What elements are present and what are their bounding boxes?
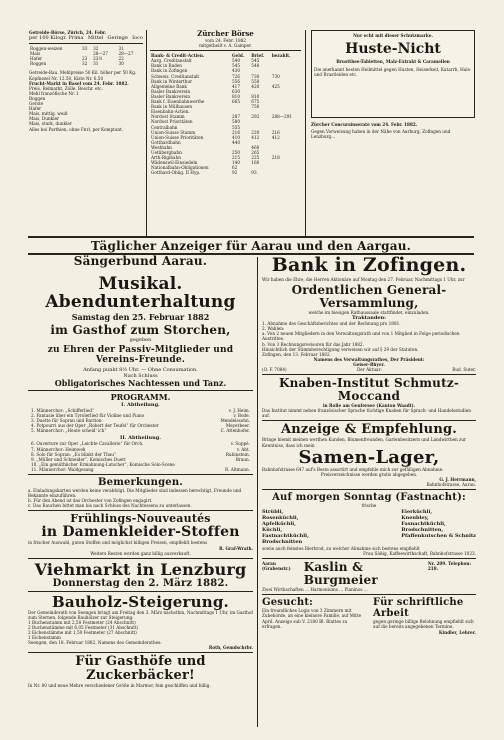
- notice-text: Bringe hiemit meinen werthen Kunden, Blumenfreunden, Gartenbesitzern und Landwirthen zur Kenntniss, dass ich mein: [262, 437, 467, 448]
- writing-text: gegen geringe billige Belohnung empfiehlt sich auf die bereits angegebenen Termine.: [373, 619, 474, 630]
- exchange-source: mitgetheilt v. A. Gamper.: [199, 43, 252, 49]
- cell: 32: [81, 61, 88, 67]
- school-subtitle: in Rolle am Genfersee (Kanton Waadt).: [322, 403, 416, 409]
- cell: Centralbahn: [151, 124, 178, 130]
- seed-text: Bahnhofstrasse 647 auf's Beste assortirt und empfehle mich zur gefälligen Abnahme.: [262, 466, 444, 472]
- cell: 250: [231, 149, 240, 155]
- program-text: 9. „Müller und Schneider“, Komisches Duett: [31, 456, 126, 462]
- list-item: 1 Buchenstamm mit 2,50 Festmeter (24 Abschnitt): [28, 619, 136, 625]
- sunday-item: Pfaffenkutschen & Schnitz: [401, 533, 476, 540]
- separator: [28, 474, 253, 475]
- separator: [262, 420, 476, 421]
- bauholz-list: [28, 620, 253, 640]
- cell: 287: [231, 114, 240, 120]
- search-text: Ein freundliches Logis von 3 Zimmern mit Zubehörde, an eine kleinere Familie, auf Mitte April. Anzeige sub V. 2180 Bl. Blattes zu erfragen.: [262, 608, 362, 629]
- agenda-title: Traktanden:: [351, 315, 387, 322]
- program-composer: v. Bode.: [233, 413, 250, 419]
- bank-signature-role: Namens des Verwaltungsrathes, Der Präsident:: [313, 356, 425, 362]
- note: Mehl franzöfische Nr. 1: [29, 90, 79, 96]
- cell: 420: [251, 83, 260, 89]
- school-title: Knaben-Institut Schmutz-Moccand: [278, 376, 460, 404]
- cell: 93: [251, 170, 257, 176]
- bank-signature-date: Zofingen, den 13. Februar 1882.: [262, 351, 331, 357]
- bank-signature-name: Geiser-Rhyer.: [353, 361, 385, 367]
- cell: 545: [231, 63, 240, 69]
- header-cell: per 100 Kilogr. Prima: [29, 35, 84, 42]
- header-cell: Geringe: [107, 35, 128, 42]
- bauholz-end: Seengen, den 18. Februar 1882. Namens des Gemeinderathes:: [28, 640, 162, 646]
- cell: 30: [118, 61, 124, 67]
- program-composer: Mendelssohn.: [220, 418, 250, 424]
- note: Kopfnezel Nr. 12.50, Kiste Nr. 6.50: [29, 75, 104, 81]
- ad-brand: Huste-Nicht: [345, 41, 441, 58]
- notice-heading: Zürcher Concursinserate vom 24. Febr. 1882.: [311, 122, 418, 127]
- separator: [262, 374, 476, 375]
- ad-subheading: Brustthee-Tabletten, Malz-Extrakt & Caramellen: [336, 59, 450, 65]
- cell: 556: [231, 78, 240, 84]
- program-composer: v. Abt.: [236, 446, 250, 452]
- sunday-item: Brodschnitten,: [401, 527, 444, 534]
- cell: 730: [251, 73, 260, 79]
- cell: 22: [118, 56, 124, 62]
- daily-banner: Täglicher Anzeiger für Aarau und den Aargau.: [90, 239, 412, 253]
- cell: 665: [231, 99, 240, 105]
- sunday-item: Kneubley,: [401, 515, 429, 522]
- program-title: PROGRAMM.: [110, 392, 171, 402]
- cell: 412: [271, 134, 280, 140]
- agenda-item: 1. Abnahme des Geschäftsberichtes und der Rechnung pro 1881.: [262, 321, 401, 327]
- cell: Bank in Winterthur: [151, 78, 193, 84]
- table-row: [150, 170, 301, 175]
- event-title: Musikal. Abendunterhaltung: [45, 274, 236, 312]
- cell: Uetlibergbahn: [151, 149, 182, 155]
- separator: [29, 43, 143, 44]
- note: Alles bei Parthien, ohne Fnrl, per Komptant.: [29, 126, 124, 132]
- cell: 430: [231, 68, 240, 74]
- cell: 160: [251, 160, 260, 166]
- singer-club-title: Sängerbund Aarau.: [73, 255, 208, 268]
- writing-ad: [373, 597, 476, 634]
- note: Mais, Dunkler: [29, 116, 60, 122]
- program-text: 8. Solo für Sopran: „Es blinkt der Thau“: [31, 451, 117, 457]
- seed-signature2: Bahnhofstrasse, Aarau.: [426, 481, 476, 487]
- cell: 33: [81, 46, 88, 52]
- program-composer: v. J. Heim.: [228, 408, 250, 413]
- sunday-col1: [262, 509, 309, 545]
- school-text: Das Institut nimmt neben französischer Sprache tüchtige Knaben für Sprach- und Handelsstudien auf.: [262, 408, 471, 419]
- event-after: Nach Schluss: [123, 373, 158, 379]
- separator: [28, 510, 253, 511]
- cell: 218: [271, 155, 280, 161]
- code: Der Aktuar:: [356, 367, 382, 373]
- cell: Union-Suisse Stamm: [151, 129, 196, 135]
- cattle-date: Donnerstag den 2. März 1882.: [52, 577, 229, 589]
- agenda-item: 2. Wahlen:: [262, 326, 285, 332]
- cell: 28—27: [118, 51, 134, 57]
- cell: 540: [231, 58, 240, 64]
- event-given: gegeben: [129, 337, 152, 343]
- cell: Basler Bankverein: [151, 88, 191, 94]
- grain-notes: [29, 70, 143, 131]
- separator: [28, 390, 253, 391]
- cell: 810: [231, 93, 240, 99]
- exchange-title: Zürcher Börse: [197, 30, 254, 38]
- cell: 410: [231, 134, 240, 140]
- program-text: 10. „Ein gemüthlicher Ermahnung-Lutscher“, Komische Solo-Scene: [31, 461, 175, 467]
- event-date: Samstag den 25. Februar 1882: [71, 312, 210, 322]
- cell: 28—27: [93, 51, 108, 57]
- remark-c: c. Das Rauchen bittet man bis nach Schluss des Nachtessens zu unterlassen.: [28, 503, 192, 509]
- program-item: [31, 428, 250, 433]
- seed-title: Samen-Lager,: [298, 446, 440, 468]
- grain-market-section: [29, 30, 143, 235]
- list-item: 2 Eichenstämme mit 1,50 Festmeter (27 Abschnitt): [28, 630, 137, 636]
- program-item: [31, 467, 250, 472]
- cell: Basler Bankverein: [151, 93, 191, 99]
- note: Mais, stark, dunkler: [29, 121, 72, 127]
- cell: 417: [231, 83, 240, 89]
- cell: Westbahn: [151, 144, 172, 150]
- sunday-subtitle: frische: [361, 502, 377, 508]
- agenda-item: a. Von 2 neuen Mitgliedern in den Verwaltungsrath und von 1 Mitglied in Folge periodischen Austrittes.: [262, 331, 460, 342]
- store-no: Nr. 209. Telephon: 218.: [427, 561, 472, 572]
- program-text: 3. Duette für Sopran und Bariton: [31, 418, 102, 424]
- cell: Nordost Stamm: [151, 114, 185, 120]
- cell: 548: [251, 63, 260, 69]
- cell: [271, 170, 301, 175]
- remark-a: a. Einladungskarten werden keine verabfolgt. Die Mitglieder sind indessen berechtigt, Freunde und Bekannte einzuführen.: [28, 488, 242, 499]
- column-divider: [146, 30, 147, 236]
- cell: 440: [231, 139, 240, 145]
- cell: 288—291: [271, 114, 293, 120]
- cell: 292: [251, 114, 260, 120]
- cell: 580: [231, 119, 240, 125]
- cell: Bank f. Eisenbahnwerthe: [151, 99, 205, 105]
- header-cell: Ioco: [132, 35, 143, 42]
- ad-description: Die anerkannt besten Heilmittel gegen Husten, Heiserkeit, Katarrh, Hals- und Brustleiden etc.: [314, 67, 472, 78]
- inn-title: Für Gasthöfe und Zuckerbäcker!: [75, 654, 206, 684]
- event-venue: im Gasthof zum Storchen,: [50, 323, 231, 337]
- program-composer: C. Attenhofer.: [220, 428, 250, 434]
- cell: 23: [81, 56, 88, 62]
- cell: Hafer: [30, 56, 43, 62]
- writing-sign: Kindler, Lehrer.: [438, 629, 476, 635]
- cell: Bank in Baden: [151, 63, 182, 69]
- header-cell: Bank- & Credit-Actien.: [151, 53, 205, 59]
- bauholz-title: Bauholz-Steigerung.: [52, 592, 229, 611]
- cell: 425: [271, 83, 280, 89]
- list-item: 1 Eichenstamm: [28, 635, 61, 641]
- writing-title: Für schriftliche Arbeit: [373, 597, 464, 620]
- cell: Wädenswil-Einsiedeln: [151, 160, 198, 166]
- seed-text2: Preisverzeichnisse werden gratis abgegeben.: [320, 471, 418, 477]
- bauholz-sign: Roth, Gemdschrbr.: [208, 645, 253, 651]
- cell: 810: [251, 93, 260, 99]
- main-left-column: [28, 255, 253, 731]
- program-composer: Rubinstein.: [225, 451, 250, 457]
- cell: Roggen-weizen: [30, 46, 63, 52]
- separator: [262, 489, 476, 490]
- cell: 92: [231, 170, 238, 176]
- separator: [262, 594, 476, 595]
- inn-text: In Nr. 80 und neue Mehre verschiedener Größe in Marmor, fein geschliffen und billig.: [28, 683, 211, 689]
- note: Mais, mittlg. weiß: [29, 111, 68, 117]
- cell: Nationalbahn-Obligationen: [151, 165, 209, 171]
- seed-signature: G. J. Herrmann,: [439, 476, 476, 482]
- program-composer: Meyerbeer.: [225, 423, 250, 429]
- exchange-table: [150, 53, 301, 175]
- remark-b: b. Für den Abend ist das Orchester von Zofingen engagirt.: [28, 498, 153, 504]
- program-list-2: [28, 441, 253, 472]
- header-cell: Brief.: [251, 53, 265, 59]
- huste-nicht-ad: [311, 30, 475, 118]
- program-list-1: [28, 408, 253, 433]
- cell: 216: [231, 129, 240, 135]
- sunday-item: Strübli,: [262, 509, 284, 516]
- cell: Eisenbahn-Actien.: [151, 109, 190, 115]
- program-text: 11. Männerchor: Waldgesang: [31, 466, 94, 472]
- cell: 460: [251, 144, 260, 150]
- cell: Roggen: [30, 61, 47, 67]
- program-composer: v. Suppé.: [230, 441, 250, 447]
- program-part1: I. Abtheilung.: [121, 402, 160, 408]
- cell: 140: [231, 160, 240, 166]
- code: Rud. Suter.: [452, 367, 476, 373]
- event-purpose: zu Ehren der Passiv-Mitglieder und Vereins-Freunde.: [47, 345, 234, 365]
- separator: [262, 558, 476, 559]
- header-cell: Geld.: [231, 53, 245, 59]
- grain-market-header: [29, 35, 143, 41]
- sunday-item: Rosenküchli,: [262, 515, 299, 522]
- sunday-item: Apfelküchli,: [262, 521, 296, 528]
- sunday-col2: [401, 509, 476, 545]
- program-text: 2. Fantasie über ein Tyrolerlied für Violine und Piano: [31, 413, 145, 419]
- store-text: Zwei Wirthschaften ... Harmoniums ... Pianinos ...: [262, 587, 368, 593]
- note: Hafer: [29, 106, 42, 112]
- cell: Gotthard-Oblig. II Hyp.: [151, 170, 201, 176]
- agenda-note: Hinsichtlich der Stimmberechtigung verweisen wir auf § 29 der Statuten.: [262, 346, 419, 352]
- notice-text: Gegen Vorweisung haben in der Nähe von Aarburg, Zofingen und Lenzburg...: [311, 129, 451, 140]
- table-row: [29, 61, 143, 66]
- cell: 730: [271, 73, 280, 79]
- header-cell: bezahlt.: [271, 53, 291, 59]
- program-text: 5. Männerchor: „Heute scheid' ich“: [31, 428, 107, 434]
- separator: [28, 591, 253, 592]
- fashion-subtext: Weiters Resten werden ganz billig ausverkauft.: [90, 550, 191, 556]
- cell: 225: [251, 155, 260, 161]
- cell: 630: [231, 88, 240, 94]
- bank-text: Wir haben die Ehre, die Herren Aktionäre auf Montag den 27. Februar, Nachmittags 1 Uhr, zur: [262, 277, 465, 282]
- assembly-title: Ordentlichen General-Versammlung,: [291, 283, 447, 311]
- cattle-title: Viehmarkt in Lenzburg: [34, 559, 247, 579]
- store-title: Kaslin & Burgmeier: [303, 560, 378, 588]
- program-text: 4. Potpourri aus der Oper „Robert der Teufel“ für Orchester: [31, 423, 159, 429]
- list-item: 2 Buchenstämme mit 6,05 Festmeter (31 Abschnitt): [28, 624, 139, 630]
- assembly-text: welche im hiesigen Rathaussaale stattfindet, einzuladen.: [308, 310, 430, 316]
- cell: 216: [271, 129, 280, 135]
- cell: Mais: [30, 51, 41, 57]
- separator: [28, 558, 253, 559]
- event-time: Anfang punkt 8½ Uhr. — Ohne Consumation.: [83, 367, 198, 373]
- store-row: [262, 561, 476, 587]
- bottom-ads: [262, 597, 476, 634]
- search-title: Gesucht:: [262, 597, 314, 609]
- exchange-body: [150, 58, 301, 175]
- main-right-column: [262, 255, 476, 731]
- bank-title: Bank in Zofingen.: [271, 255, 467, 276]
- cell: 545: [251, 58, 260, 64]
- cell: 31: [93, 61, 99, 67]
- grain-price-table: [29, 46, 143, 66]
- note: Getreide-Bau. Mehlpreise 50 Kil. höher per 50 Kg.: [29, 70, 137, 76]
- fashion-text: in frischer Auswahl, guten Stoffen und möglichst billigen Preisen, empfiehlt bestens: [28, 540, 208, 546]
- main-column-divider: [257, 257, 258, 727]
- cell: 555: [231, 124, 240, 130]
- remarks-title: Bemerkungen.: [97, 477, 183, 489]
- cell: 558: [251, 78, 260, 84]
- program-part2: II. Abtheilung.: [120, 435, 161, 442]
- program-text: 1. Männerchor: „Schifferlied“: [31, 408, 95, 413]
- cell: Union-Suisse Prioritäten: [151, 134, 204, 140]
- note: Gerste: [29, 101, 44, 107]
- cell: Arth-Rigibahn: [151, 155, 181, 161]
- note: Preis, Reimarkt, Zölle, Beschr. etc.: [29, 85, 103, 91]
- cell: 675: [251, 99, 260, 105]
- exchange-date: vom 24. Febr. 1882: [205, 38, 246, 43]
- cell: 32: [93, 46, 99, 52]
- cell: Bank in Mülhausen: [151, 104, 193, 110]
- cell: 31: [118, 46, 124, 52]
- cell: Nordost Prioritäten: [151, 119, 193, 125]
- cell: Aarg. Creditanstalt: [151, 58, 192, 64]
- header-cell: Mittel: [87, 35, 104, 42]
- search-ad: [262, 597, 365, 634]
- ad-tag: Nur echt mit dieser Schutzmarke.: [353, 33, 433, 38]
- sunday-title: Auf morgen Sonntag (Fastnacht):: [272, 491, 466, 503]
- right-top-ad: [311, 30, 475, 235]
- cell: 750: [251, 104, 260, 110]
- sunday-item: Fasnachtküchli,: [401, 521, 446, 528]
- program-composer: R. Altmann.: [224, 466, 250, 472]
- agenda-list: [262, 321, 476, 346]
- cell: 265: [251, 149, 260, 155]
- bank-codes: [262, 367, 476, 372]
- cell: 215: [231, 155, 240, 161]
- sunday-item: Küchli,: [262, 527, 283, 534]
- column-divider: [305, 30, 306, 236]
- agenda-item: b. Von 3 Rechnungsrevisoren für das Jahr 1882.: [262, 341, 364, 347]
- zurich-exchange-section: [150, 30, 301, 235]
- cell: Schweiz. Creditanstalt: [151, 73, 200, 79]
- note: Roggen: [29, 95, 46, 101]
- fashion-subtitle: in Damenkleider-Stoffen: [41, 524, 240, 541]
- cell: Bank in Zofingen: [151, 68, 188, 74]
- separator: [28, 652, 253, 653]
- top-separator: [28, 236, 474, 238]
- sunday-columns: [262, 509, 476, 545]
- sunday-signature: Frau Säßig, Kaffeewirthschaft, Bahnhofstrasse 1023.: [363, 551, 476, 557]
- subheading: Frucht-Markt in Basel vom 24. Febr. 1882.: [29, 80, 129, 86]
- sunday-item: Fastnachtküchli,: [262, 533, 309, 540]
- cell: 220: [251, 129, 260, 135]
- program-text: 7. Männerchor: Heimweh: [31, 446, 86, 452]
- cell: 23½: [93, 56, 103, 62]
- program-text: 6. Ouverture zur Oper „Leichte Cavallerie“ für Orch.: [31, 441, 144, 447]
- separator: [150, 50, 301, 51]
- code: (O. F. 7084): [262, 367, 287, 373]
- program-composer: Braun.: [235, 456, 250, 462]
- sunday-item: Brodschnitten: [262, 539, 303, 546]
- event-after2: Obligatorisches Nachtessen und Tanz.: [54, 378, 227, 388]
- grain-market-title: Getreide-Börse, Zürich, 24. Febr.: [29, 30, 107, 35]
- cell: 412: [251, 134, 260, 140]
- sunday-item: Eierküchli,: [401, 509, 433, 516]
- notice-title: Anzeige & Empfehlung.: [280, 422, 457, 438]
- cell: 62: [231, 165, 238, 171]
- bauholz-text: Der Gemeinderath von Seengen bringt am Freitag den 3. März nächsthin, Nachmittags 1 Uhr, im Gasthof zum Sternen, folgende Bauhölzer zur Steigerung:: [28, 609, 253, 620]
- cell: Gotthardbahn: [151, 139, 181, 145]
- fashion-title: Frühlings-Nouveautés: [70, 512, 211, 526]
- cell: Allgemeine Bank: [151, 83, 187, 89]
- sunday-text: sowie auch feinstes Bierbrod, zu welcher Abnahme sich bestens empfiehlt: [262, 546, 420, 552]
- cell: 726: [231, 73, 240, 79]
- fashion-signature: R. Graf-Wrath.: [219, 545, 253, 551]
- store-side: Aarau (Grabenstr.): [262, 561, 291, 572]
